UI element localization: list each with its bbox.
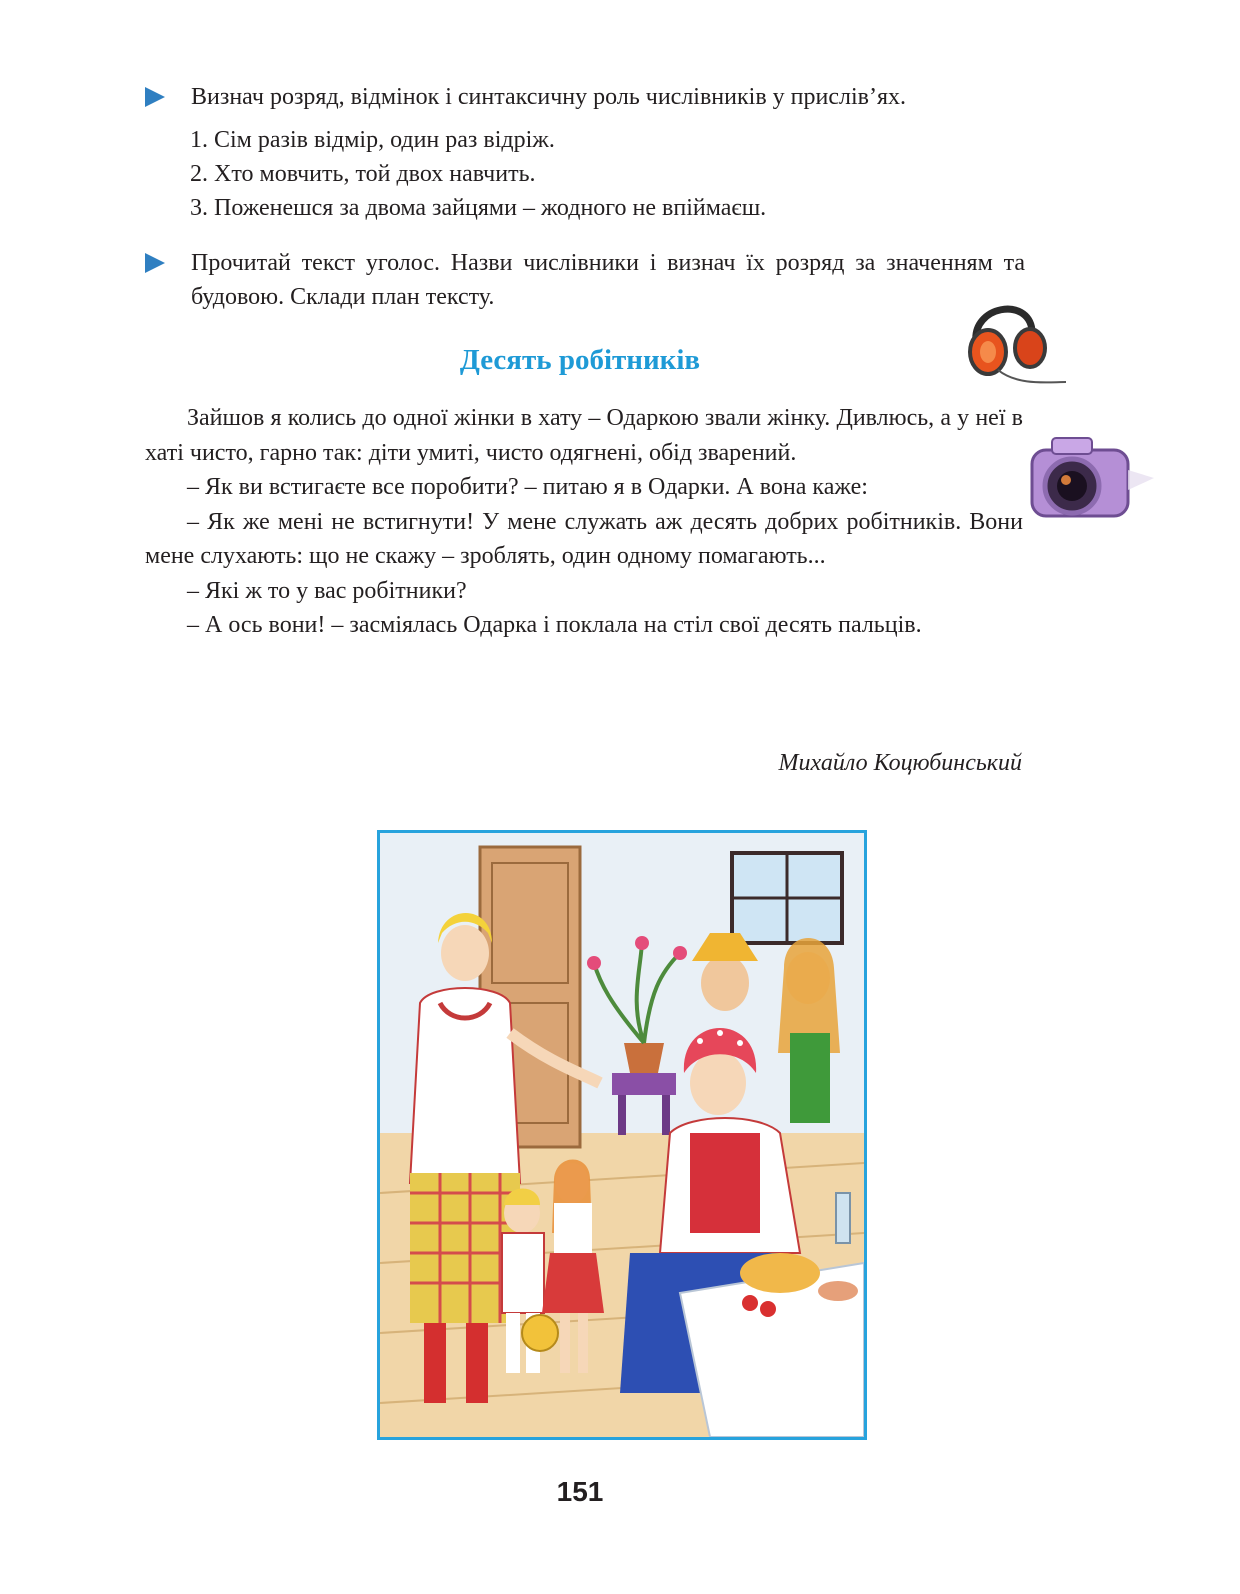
story-paragraph: – А ось вони! – засміялась Одарка і поклала на стіл свої десять пальців. (187, 612, 922, 638)
task-1 (145, 80, 1025, 114)
camera-icon (1026, 430, 1158, 529)
proverb-item: 2. Хто мовчить, той двох навчить. (190, 161, 536, 187)
proverbs-list (190, 123, 1010, 225)
story-paragraph: – Як же мені не встигнути! У мене служать аж десять добрих робітників. Вони мене слухають: що не скажу – зроблять, один одному помагають... (145, 508, 1023, 569)
story-author: Михайло Коцюбинський (778, 750, 1022, 776)
proverb-item: 3. Поженешся за двома зайцями – жодного не впіймаєш. (190, 195, 767, 221)
task-2-text: Прочитай текст уголос. Назви числівники і визнач їх розряд за значенням та будовою. Склади план тексту. (191, 250, 1025, 310)
page-number: 151 (556, 1476, 604, 1507)
task-1-text: Визнач розряд, відмінок і синтаксичну роль числівників у прислів’ях. (191, 84, 906, 110)
story-paragraph: Зайшов я колись до одної жінки в хату – Одаркою звали жінку. Дивлюсь, а у неї в хаті чисто, гарно так: діти умиті, чисто одягнені, обід зварений. (145, 405, 1023, 466)
story-text (145, 401, 1023, 643)
headphones-icon (958, 290, 1070, 395)
proverb-item: 1. Сім разів відмір, один раз відріж. (190, 127, 555, 153)
task-2 (145, 246, 1025, 314)
story-paragraph: – Як ви встигаєте все поробити? – питаю я в Одарки. А вона каже: (187, 474, 868, 500)
story-illustration (377, 830, 867, 1440)
task-marker-icon (145, 253, 165, 273)
story-title: Десять робітників (459, 344, 701, 376)
story-paragraph: – Які ж то у вас робітники? (187, 577, 467, 604)
task-marker-icon (145, 87, 165, 107)
